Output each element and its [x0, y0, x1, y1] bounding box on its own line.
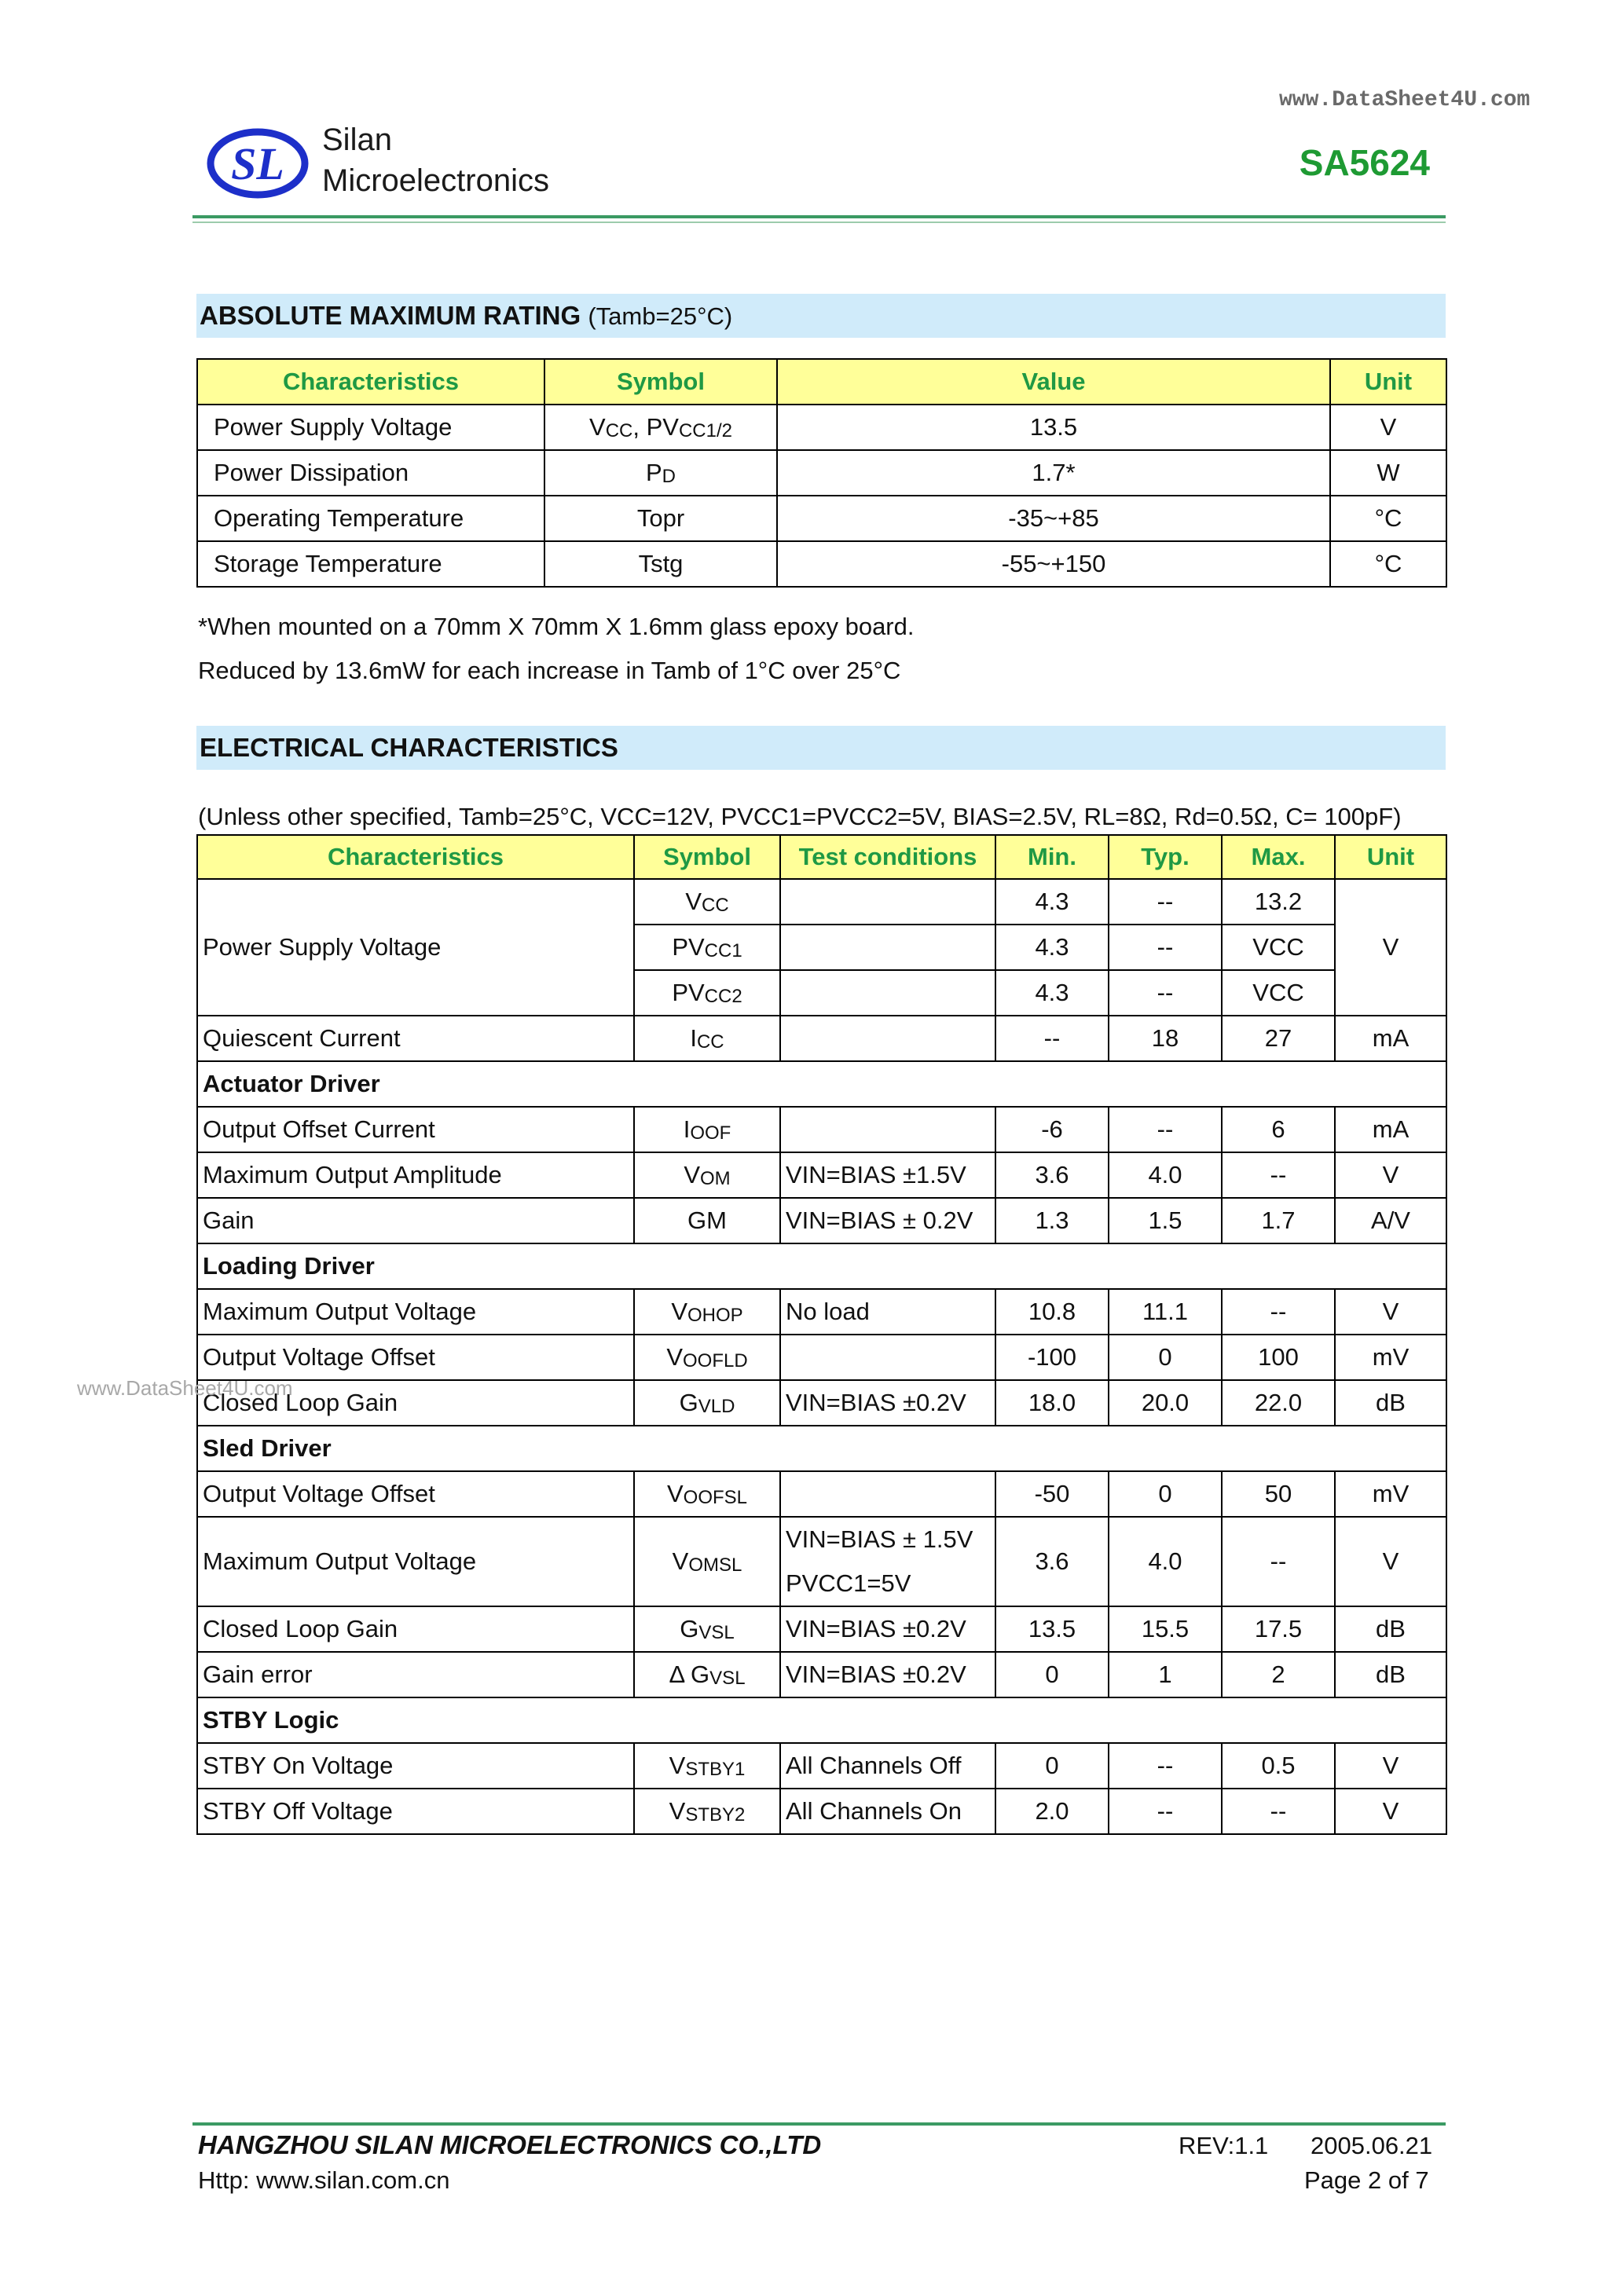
- sym2: , PV: [632, 412, 679, 441]
- header-rule-thin: [192, 222, 1446, 223]
- row-typ: 18: [1109, 1016, 1222, 1061]
- row-max: 50: [1222, 1471, 1335, 1517]
- row-typ: --: [1109, 879, 1222, 925]
- row-name: Closed Loop Gain: [197, 1380, 634, 1426]
- row-value: 13.5: [777, 405, 1330, 450]
- col-max: Max.: [1222, 835, 1335, 879]
- sym: V: [685, 887, 702, 915]
- row-unit: V: [1335, 1789, 1446, 1834]
- table-row: [197, 1016, 1446, 1061]
- table-row: [197, 1789, 1446, 1834]
- row-min: 0: [995, 1652, 1109, 1697]
- row-min: --: [995, 1016, 1109, 1061]
- row-symbol: [634, 1107, 780, 1152]
- table-row: [197, 450, 1446, 496]
- row-name: Operating Temperature: [197, 496, 544, 541]
- row-min: 18.0: [995, 1380, 1109, 1426]
- sym-sub: CC: [702, 894, 729, 916]
- sym-sub: OOFLD: [683, 1349, 748, 1371]
- row-symbol: [634, 1517, 780, 1606]
- group-row: [197, 1697, 1446, 1743]
- row-unit: V: [1335, 1517, 1446, 1606]
- footer-date: 2005.06.21: [1311, 2132, 1433, 2159]
- sym-sub: CC2: [704, 985, 742, 1007]
- elec-header-row: [197, 835, 1446, 879]
- row-cond: VIN=BIAS ±0.2V: [780, 1652, 995, 1697]
- row-min: 3.6: [995, 1152, 1109, 1198]
- sym: V: [666, 1479, 684, 1507]
- row-name: Output Offset Current: [197, 1107, 634, 1152]
- row-typ: 20.0: [1109, 1380, 1222, 1426]
- header-rule: [192, 215, 1446, 218]
- row-unit: V: [1335, 1289, 1446, 1335]
- row-cond: [780, 970, 995, 1016]
- table-row: [197, 405, 1446, 450]
- company-name-line1: Silan: [322, 123, 392, 157]
- row-typ: 11.1: [1109, 1289, 1222, 1335]
- col-symbol: Symbol: [634, 835, 780, 879]
- row-cond: [780, 879, 995, 925]
- row-min: -100: [995, 1335, 1109, 1380]
- col-typ: Typ.: [1109, 835, 1222, 879]
- sym-sub: OHOP: [687, 1304, 743, 1326]
- row-max: --: [1222, 1289, 1335, 1335]
- table-row: [197, 1380, 1446, 1426]
- cond-line-1: VIN=BIAS ± 1.5V: [786, 1525, 973, 1553]
- sym2-sub: CC1/2: [678, 419, 732, 441]
- col-test-conditions: Test conditions: [780, 835, 995, 879]
- sym: V: [671, 1297, 687, 1325]
- row-typ: 1.5: [1109, 1198, 1222, 1243]
- row-name: Gain: [197, 1198, 634, 1243]
- row-symbol: [634, 1652, 780, 1697]
- row-cond: [780, 1016, 995, 1061]
- col-characteristics: Characteristics: [197, 835, 634, 879]
- row-symbol: [634, 1380, 780, 1426]
- sym: PV: [672, 932, 705, 961]
- abs-max-section-header: [196, 294, 1446, 338]
- row-symbol: [634, 1152, 780, 1198]
- row-name: Power Supply Voltage: [197, 405, 544, 450]
- sym-sub: STBY1: [685, 1758, 746, 1780]
- sym: I: [690, 1023, 697, 1052]
- row-unit: dB: [1335, 1606, 1446, 1652]
- cond-line-2: PVCC1=5V: [786, 1569, 911, 1597]
- abs-max-subtitle: (Tamb=25°C): [588, 302, 733, 330]
- row-max: 27: [1222, 1016, 1335, 1061]
- row-value: 1.7*: [777, 450, 1330, 496]
- sym: Δ G: [669, 1660, 710, 1688]
- sym: I: [683, 1115, 691, 1143]
- table-row: [197, 1743, 1446, 1789]
- row-max: 100: [1222, 1335, 1335, 1380]
- sym-sub: D: [662, 465, 676, 487]
- row-typ: 4.0: [1109, 1517, 1222, 1606]
- row-typ: --: [1109, 1789, 1222, 1834]
- table-row: [197, 1517, 1446, 1606]
- row-max: --: [1222, 1789, 1335, 1834]
- table-row: [197, 1289, 1446, 1335]
- footer-rule: [192, 2122, 1446, 2126]
- sym: G: [679, 1388, 698, 1416]
- row-name: Quiescent Current: [197, 1016, 634, 1061]
- row-name: Output Voltage Offset: [197, 1471, 634, 1517]
- row-cond: [780, 1335, 995, 1380]
- row-unit: mA: [1335, 1107, 1446, 1152]
- col-min: Min.: [995, 835, 1109, 879]
- row-typ: --: [1109, 1107, 1222, 1152]
- row-unit: mV: [1335, 1471, 1446, 1517]
- sym-sub: STBY2: [685, 1803, 746, 1825]
- row-typ: 4.0: [1109, 1152, 1222, 1198]
- sym: V: [589, 412, 606, 441]
- row-cond: VIN=BIAS ±0.2V: [780, 1606, 995, 1652]
- row-max: --: [1222, 1152, 1335, 1198]
- footer-page-number: Page 2 of 7: [1304, 2166, 1429, 2194]
- table-row: [197, 1471, 1446, 1517]
- group-label: Loading Driver: [197, 1243, 1446, 1289]
- col-unit: Unit: [1335, 835, 1446, 879]
- row-value: -35~+85: [777, 496, 1330, 541]
- abs-max-header-row: [197, 359, 1446, 405]
- group-label: STBY Logic: [197, 1697, 1446, 1743]
- row-name: Maximum Output Voltage: [197, 1517, 634, 1606]
- row-max: VCC: [1222, 970, 1335, 1016]
- row-max: 1.7: [1222, 1198, 1335, 1243]
- row-max: --: [1222, 1517, 1335, 1606]
- row-symbol: [544, 405, 777, 450]
- row-typ: 0: [1109, 1335, 1222, 1380]
- row-cond: [780, 1107, 995, 1152]
- row-cond: VIN=BIAS ± 0.2V: [780, 1198, 995, 1243]
- row-min: 10.8: [995, 1289, 1109, 1335]
- sym: V: [669, 1751, 686, 1779]
- row-name: STBY On Voltage: [197, 1743, 634, 1789]
- row-typ: --: [1109, 925, 1222, 970]
- footer-website: Http: www.silan.com.cn: [198, 2166, 450, 2194]
- table-row: [197, 541, 1446, 587]
- row-symbol: [634, 1606, 780, 1652]
- row-symbol: [544, 450, 777, 496]
- row-unit: V: [1335, 1743, 1446, 1789]
- sym-sub: OMSL: [688, 1554, 742, 1576]
- abs-max-table: [196, 358, 1447, 588]
- row-unit: mV: [1335, 1335, 1446, 1380]
- group-row: [197, 1243, 1446, 1289]
- row-symbol: [634, 1289, 780, 1335]
- row-symbol: [634, 879, 780, 925]
- row-unit: mA: [1335, 1016, 1446, 1061]
- row-symbol: [634, 1335, 780, 1380]
- row-unit: dB: [1335, 1652, 1446, 1697]
- row-min: 0: [995, 1743, 1109, 1789]
- table-row: [197, 1652, 1446, 1697]
- row-value: -55~+150: [777, 541, 1330, 587]
- row-min: -50: [995, 1471, 1109, 1517]
- watermark-left: www.DataSheet4U.com: [77, 1376, 293, 1400]
- table-row: [197, 1107, 1446, 1152]
- row-max: 6: [1222, 1107, 1335, 1152]
- silan-logo: [206, 124, 314, 201]
- row-typ: --: [1109, 1743, 1222, 1789]
- row-name: Maximum Output Amplitude: [197, 1152, 634, 1198]
- row-typ: 1: [1109, 1652, 1222, 1697]
- row-name: Output Voltage Offset: [197, 1335, 634, 1380]
- row-max: 2: [1222, 1652, 1335, 1697]
- row-name: Maximum Output Voltage: [197, 1289, 634, 1335]
- row-cond: [780, 1471, 995, 1517]
- row-name: Power Supply Voltage: [197, 879, 634, 1016]
- row-unit: W: [1330, 450, 1446, 496]
- row-unit: V: [1330, 405, 1446, 450]
- row-cond: [780, 1517, 995, 1606]
- table-row: [197, 1606, 1446, 1652]
- row-typ: 0: [1109, 1471, 1222, 1517]
- row-max: 17.5: [1222, 1606, 1335, 1652]
- row-cond: VIN=BIAS ±0.2V: [780, 1380, 995, 1426]
- row-cond: All Channels Off: [780, 1743, 995, 1789]
- row-symbol: Tstg: [544, 541, 777, 587]
- row-min: 4.3: [995, 879, 1109, 925]
- table-row: [197, 1152, 1446, 1198]
- group-row: [197, 1061, 1446, 1107]
- row-symbol: [634, 1471, 780, 1517]
- table-row: [197, 496, 1446, 541]
- row-symbol: Topr: [544, 496, 777, 541]
- sym-sub: CC: [696, 1031, 724, 1053]
- col-characteristics: Characteristics: [197, 359, 544, 405]
- row-unit: V: [1335, 879, 1446, 1016]
- abs-max-title: ABSOLUTE MAXIMUM RATING: [200, 301, 581, 330]
- row-unit: A/V: [1335, 1198, 1446, 1243]
- group-row: [197, 1426, 1446, 1471]
- sym-sub: OM: [700, 1167, 731, 1189]
- sym-sub: VSL: [709, 1667, 746, 1689]
- row-cond: VIN=BIAS ±1.5V: [780, 1152, 995, 1198]
- table-row: [197, 1198, 1446, 1243]
- sym-sub: VSL: [698, 1621, 735, 1643]
- row-typ: --: [1109, 970, 1222, 1016]
- footer-revision: REV:1.1: [1179, 2132, 1269, 2159]
- col-value: Value: [777, 359, 1330, 405]
- table-row: [197, 879, 1446, 925]
- abs-max-note-2: Reduced by 13.6mW for each increase in Tamb of 1°C over 25°C: [198, 657, 901, 684]
- row-symbol: [634, 1016, 780, 1061]
- elec-section-header: [196, 726, 1446, 770]
- row-unit: °C: [1330, 541, 1446, 587]
- sym-sub: CC: [605, 419, 633, 441]
- logo-letters: SL: [231, 138, 284, 189]
- elec-table: [196, 834, 1447, 1835]
- sym: G: [680, 1614, 699, 1642]
- sym-sub: CC1: [704, 939, 742, 961]
- sym: V: [666, 1342, 683, 1371]
- elec-title: ELECTRICAL CHARACTERISTICS: [200, 733, 618, 762]
- row-max: 22.0: [1222, 1380, 1335, 1426]
- row-max: 13.2: [1222, 879, 1335, 925]
- row-name: Power Dissipation: [197, 450, 544, 496]
- sym-sub: VLD: [698, 1395, 735, 1417]
- row-symbol: [634, 1743, 780, 1789]
- part-number: SA5624: [1299, 142, 1430, 183]
- group-label: Sled Driver: [197, 1426, 1446, 1471]
- row-cond: All Channels On: [780, 1789, 995, 1834]
- watermark-top: www.DataSheet4U.com: [1279, 88, 1531, 112]
- row-name: Gain error: [197, 1652, 634, 1697]
- row-symbol: [634, 925, 780, 970]
- row-symbol: [634, 1789, 780, 1834]
- elec-conditions: (Unless other specified, Tamb=25°C, VCC=12V, PVCC1=PVCC2=5V, BIAS=2.5V, RL=8Ω, Rd=0.5Ω, C= 100pF): [198, 803, 1402, 830]
- sym: P: [645, 458, 662, 486]
- sym: V: [672, 1547, 689, 1575]
- sym: V: [684, 1160, 700, 1188]
- row-max: VCC: [1222, 925, 1335, 970]
- row-name: Storage Temperature: [197, 541, 544, 587]
- row-name: STBY Off Voltage: [197, 1789, 634, 1834]
- row-cond: [780, 925, 995, 970]
- row-min: 3.6: [995, 1517, 1109, 1606]
- row-cond: No load: [780, 1289, 995, 1335]
- sym: V: [669, 1796, 686, 1825]
- company-name-line2: Microelectronics: [322, 163, 549, 198]
- footer-company: HANGZHOU SILAN MICROELECTRONICS CO.,LTD: [198, 2130, 822, 2159]
- row-min: 1.3: [995, 1198, 1109, 1243]
- row-min: -6: [995, 1107, 1109, 1152]
- sym: PV: [672, 978, 705, 1006]
- row-min: 4.3: [995, 925, 1109, 970]
- row-name: Closed Loop Gain: [197, 1606, 634, 1652]
- col-unit: Unit: [1330, 359, 1446, 405]
- row-symbol: GM: [634, 1198, 780, 1243]
- row-unit: V: [1335, 1152, 1446, 1198]
- group-label: Actuator Driver: [197, 1061, 1446, 1107]
- row-min: 2.0: [995, 1789, 1109, 1834]
- sym-sub: OOF: [690, 1122, 731, 1144]
- sym-sub: OOFSL: [683, 1486, 748, 1508]
- row-unit: °C: [1330, 496, 1446, 541]
- row-max: 0.5: [1222, 1743, 1335, 1789]
- row-symbol: [634, 970, 780, 1016]
- row-min: 4.3: [995, 970, 1109, 1016]
- row-typ: 15.5: [1109, 1606, 1222, 1652]
- abs-max-note-1: *When mounted on a 70mm X 70mm X 1.6mm glass epoxy board.: [198, 613, 915, 640]
- row-min: 13.5: [995, 1606, 1109, 1652]
- table-row: [197, 1335, 1446, 1380]
- col-symbol: Symbol: [544, 359, 777, 405]
- row-unit: dB: [1335, 1380, 1446, 1426]
